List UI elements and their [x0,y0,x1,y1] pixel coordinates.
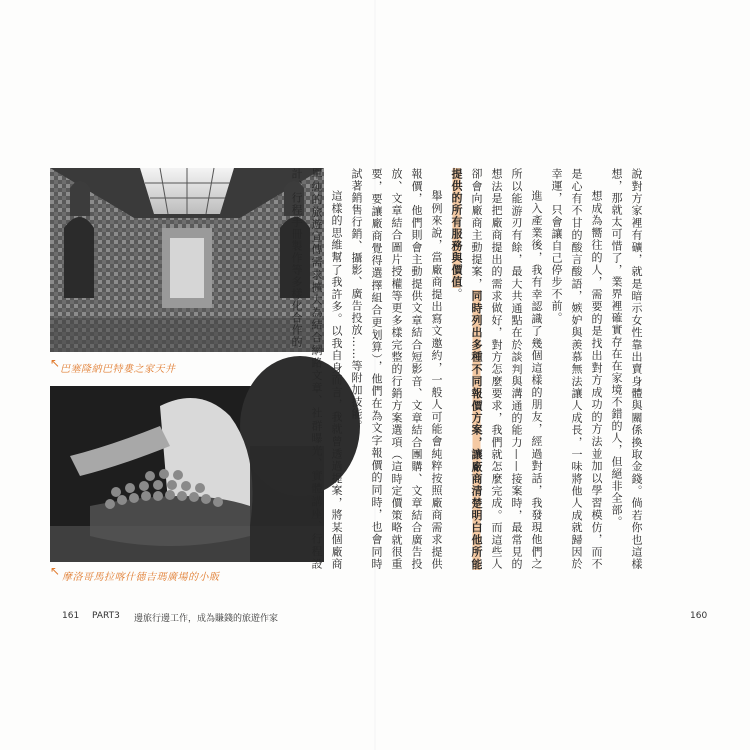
paragraph [446,168,546,570]
photo-vendor [50,386,324,562]
page-number-left: 161 [62,611,80,621]
paragraph-text: 進入產業後，我有幸認識了幾個這樣的朋友，經過對話，我發現他們之所以能游刃有餘，最大共通點在於談判與溝通的能力——接案時，最常見的想法是把廠商提出的需求做好，對方怎麼要求，我們就怎麼完成。而這些人卻會向廠商主動提案， [470,168,543,570]
paragraph-text: 。 [450,288,463,300]
photo-caption: 巴塞隆納巴特婁之家天井 [60,364,176,375]
lightwell-image [50,168,324,352]
curved-arrow-icon: ↖ [50,356,61,370]
paragraph: 想成為嚮往的人，需要的是找出對方成功的方法並加以學習模仿，而不是心有不甘的酸言酸語，嫉妒與羨慕無法讓人成長，一味將他人成就歸因於幸運，只會讓自己停步不前。 [550,168,603,570]
chapter-title: 邊旅行邊工作，成為賺錢的旅遊作家 [134,614,279,624]
paragraph: 舉例來說，當廠商提出寫文邀約，一般人可能會純粹按照廠商需求提供報價，他們則會主動提供文章結合短影音、文章結合團購、文章結合廣告投放、文章結合圖片授權等更多樣完整的行銷方案選項（這時定價策略就很重要，要讓廠商覺得選擇組合更划算），他們在為文字報價的同時，也會同時試著銷售行銷、攝影、廣告投放……等附加技能。 [350,168,443,570]
highlighted-text: 同時列出多種不同報價方案，讓廠商清楚明白他所能提供的所有服務與價值 [450,168,483,570]
vendor-image [50,386,324,562]
paragraph: 這樣的思維幫了我許多。以我自身而言，我就曾透過提案，將某個廠商單純的旅遊宣傳需求擴大為結合網路文章、社群曝光、實體講座、行程設計、行程手冊製作等多樣化合作的 [290,168,343,570]
paragraph: 說對方家裡有礦，就是暗示女性靠出賣身體與關係換取金錢。倘若你也這樣想，那就太可惜了，業界裡確實存在在家境不錯的人，但絕非全部。 [610,168,643,570]
body-text [290,168,646,576]
photo-lightwell [50,168,324,352]
photo-caption: 摩洛哥馬拉喀什德吉瑪廣場的小販 [62,572,220,583]
curved-arrow-icon: ↖ [50,564,61,578]
chapter-label: PART3 [92,611,120,621]
page-number-right: 160 [690,611,708,621]
